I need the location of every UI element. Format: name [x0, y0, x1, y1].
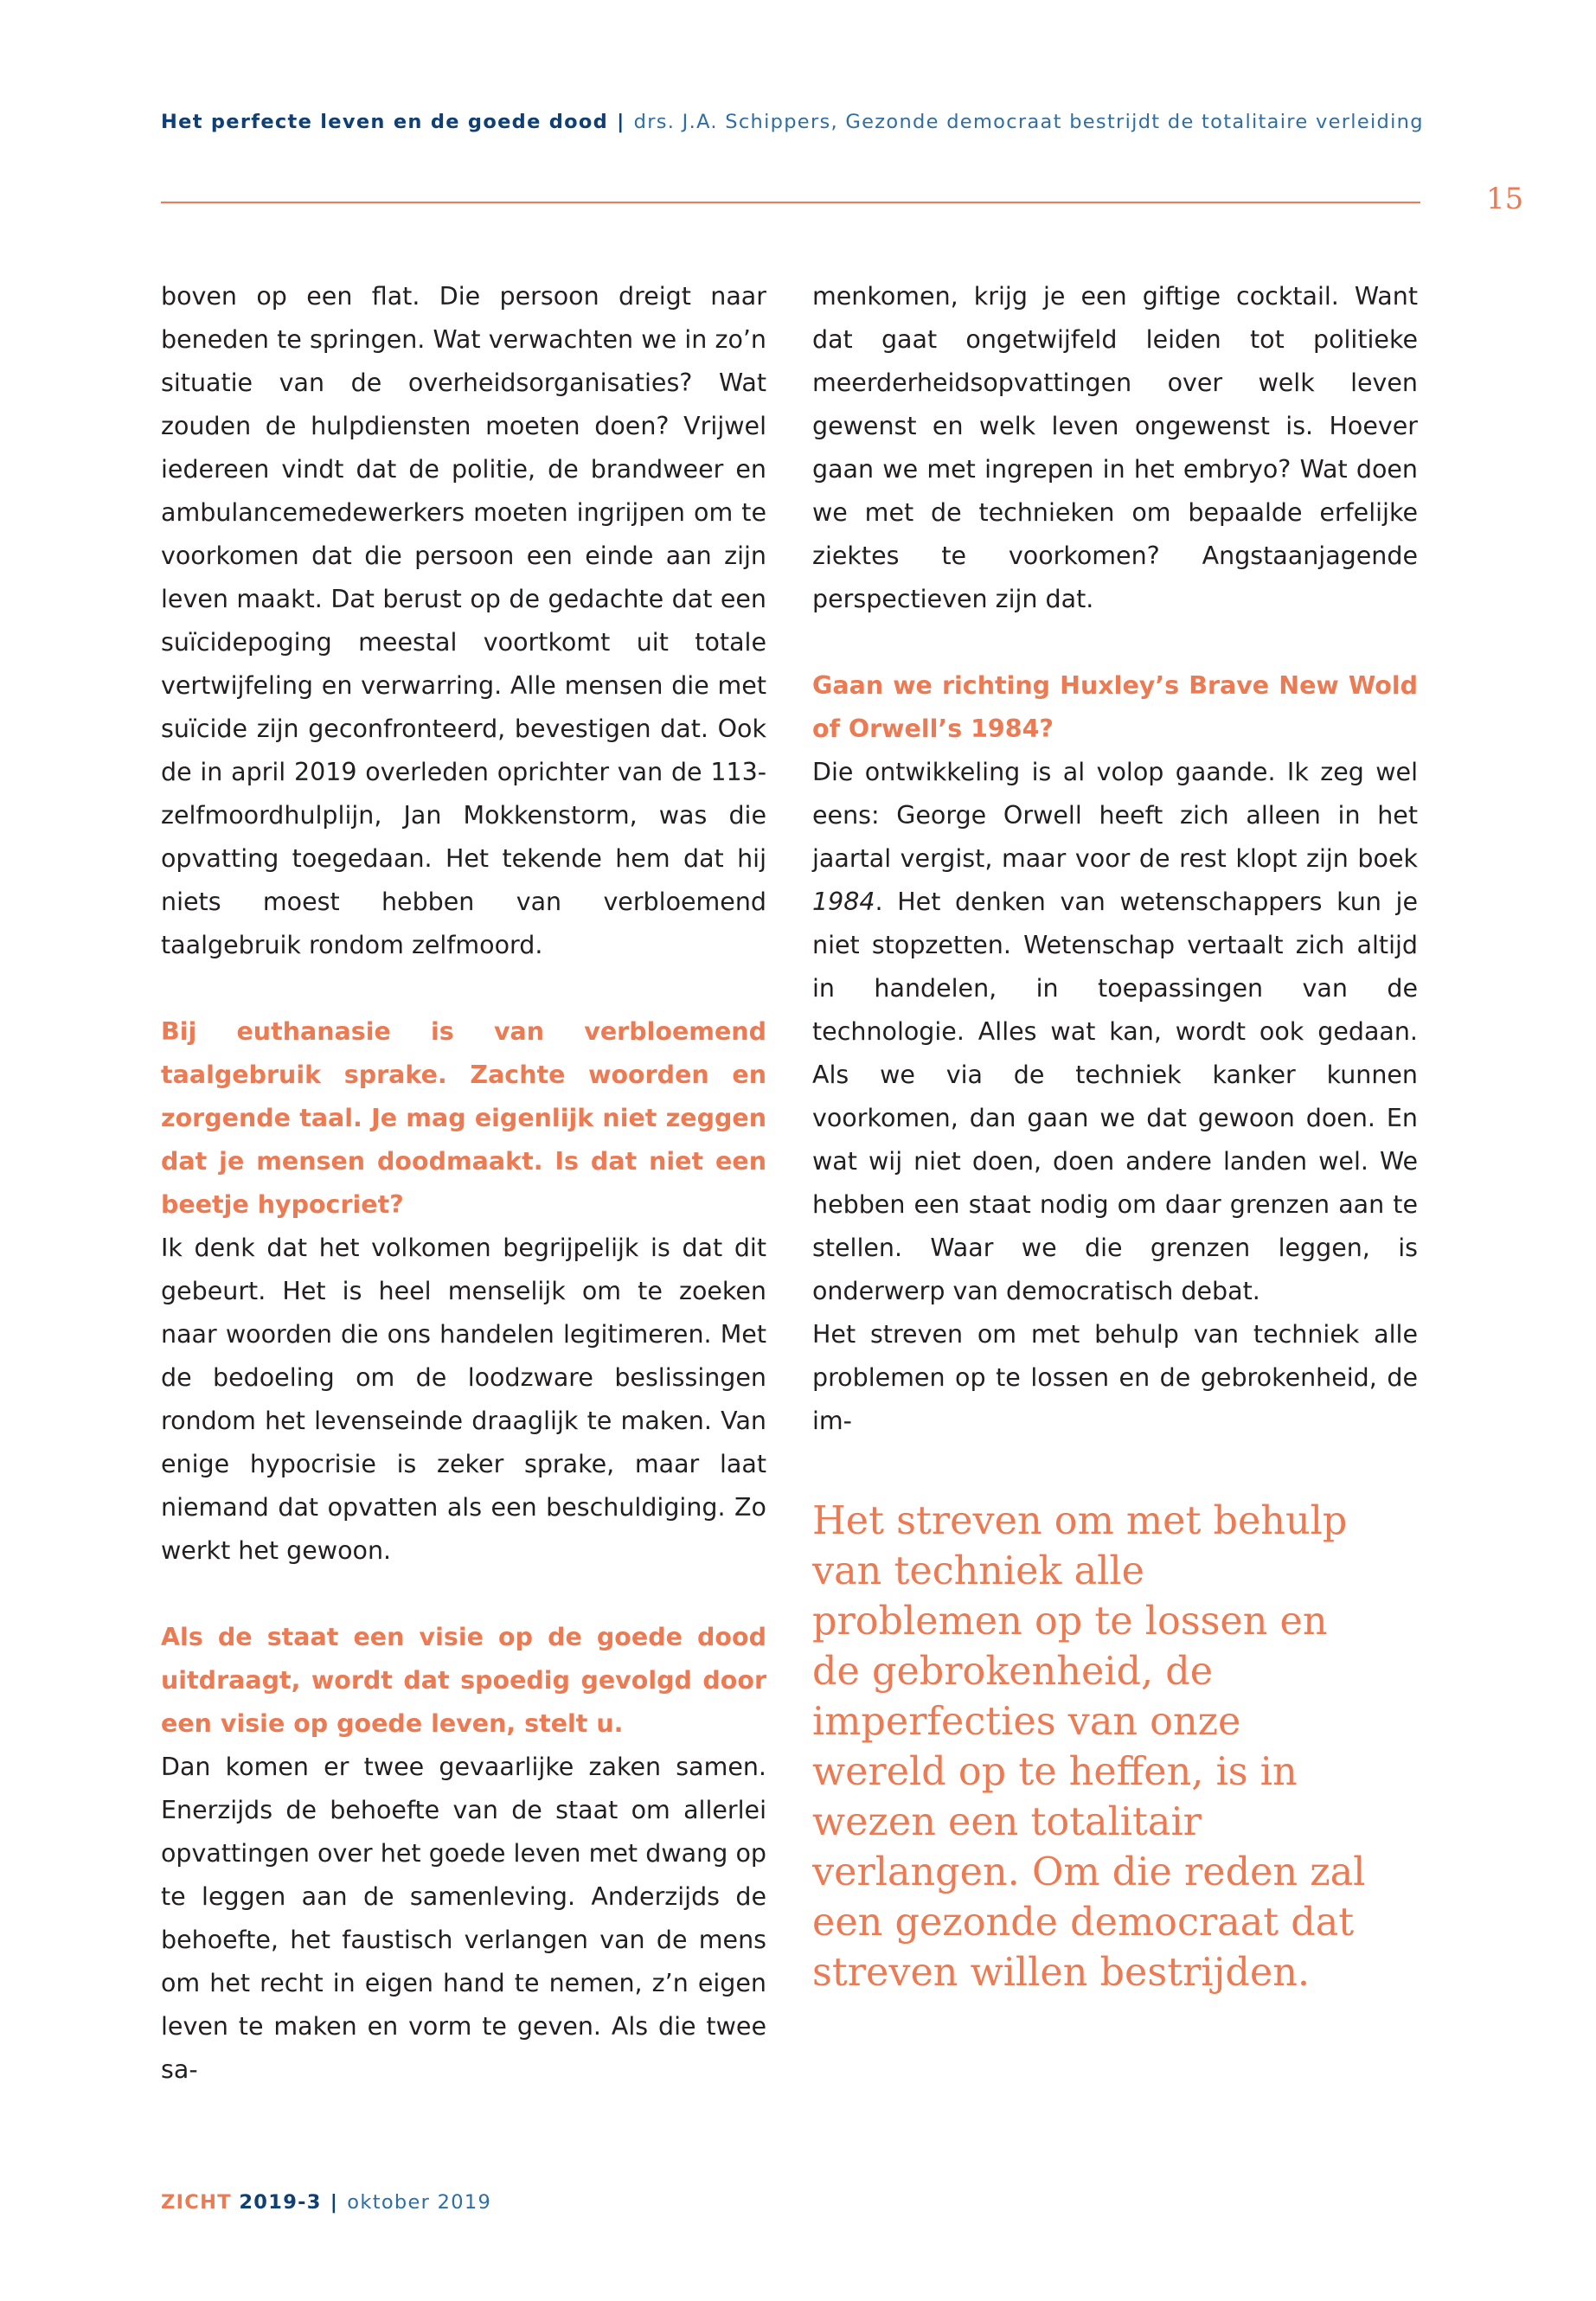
header-title: Het perfecte leven en de goede dood	[161, 111, 609, 133]
running-footer	[161, 2191, 491, 2214]
spacer	[161, 1573, 766, 1616]
right-paragraph-2-start: Die ontwikkeling is al volop gaande. Ik zeg wel eens: George Orwell heeft zich alleen in het jaartal vergist, maar voor de rest klopt zijn boek	[812, 758, 1418, 873]
footer-magazine: ZICHT	[161, 2191, 232, 2214]
right-paragraph-1: menkomen, krijg je een giftige cocktail. Want dat gaat ongetwijfeld leiden tot politieke meerderheidsopvattingen over welk leven gewenst en welk leven ongewenst is. Hoever gaan we met ingrepen in het embryo? Wat doen we met de technieken om bepaalde erfelijke ziektes te voorkomen? Angstaanjagende perspectieven zijn dat.	[812, 282, 1418, 613]
left-paragraph-2: Ik denk dat het volkomen begrijpelijk is dat dit gebeurt. Het is heel menselijk om te zoeken naar woorden die ons handelen legitimeren. Met de bedoeling om de loodzware beslissingen rondom het levenseinde draaglijk te maken. Van enige hypocrisie is zeker sprake, maar laat niemand dat opvatten als een beschuldiging. Zo werkt het gewoon.	[161, 1234, 766, 1565]
header-separator: |	[617, 111, 625, 133]
running-header	[161, 111, 1424, 133]
pull-quote: Het streven om met behulp van techniek alle problemen op te lossen en de gebrokenheid, de imperfecties van onze wereld op te heffen, is in wezen een totalitair verlangen. Om die reden zal een gezonde democraat dat streven willen bestrijden.	[812, 1499, 1366, 1995]
left-question-1: Bij euthanasie is van verbloemend taalgebruik sprake. Zachte woorden en zorgende taal. Je mag eigenlijk niet zeggen dat je mensen doodmaakt. Is dat niet een beetje hypocriet?	[161, 1017, 766, 1219]
spacer	[812, 621, 1418, 664]
right-question-1: Gaan we richting Huxley’s Brave New Wold of Orwell’s 1984?	[812, 671, 1418, 743]
header-subtitle: drs. J.A. Schippers, Gezonde democraat bestrijdt de totalitaire verleiding	[633, 111, 1424, 133]
page-number: 15	[1486, 182, 1524, 216]
right-paragraph-2	[812, 751, 1418, 1313]
spacer	[161, 967, 766, 1010]
footer-separator: |	[330, 2191, 339, 2214]
left-paragraph-1: boven op een flat. Die persoon dreigt naar beneden te springen. Wat verwachten we in zo’n situatie van de overheidsorganisaties? Wat zouden de hulpdiensten moeten doen? Vrijwel iedereen vindt dat de politie, de brandweer en ambulancemedewerkers moeten ingrijpen om te voorkomen dat die persoon een einde aan zijn leven maakt. Dat berust op de gedachte dat een suïcidepoging meestal voortkomt uit totale vertwijfeling en verwarring. Alle mensen die met suïcide zijn geconfronteerd, bevestigen dat. Ook de in april 2019 overleden oprichter van de 113-zelfmoordhulplijn, Jan Mokkenstorm, was die opvatting toegedaan. Het tekende hem dat hij niets moest hebben van verbloemend taalgebruik rondom zelfmoord.	[161, 282, 766, 959]
left-question-2: Als de staat een visie op de goede dood uitdraagt, wordt dat spoedig gevolgd door een visie op goede leven, stelt u.	[161, 1623, 766, 1738]
right-column	[812, 275, 1418, 1443]
header-rule	[161, 202, 1420, 203]
book-title-1984: 1984	[812, 888, 875, 916]
right-paragraph-3: Het streven om met behulp van techniek alle problemen op te lossen en de gebrokenheid, de im-	[812, 1320, 1418, 1435]
left-column	[161, 275, 766, 2092]
right-paragraph-2-end: . Het denken van wetenschappers kun je niet stopzetten. Wetenschap vertaalt zich altijd in handelen, in toepassingen van de technologie. Alles wat kan, wordt ook gedaan. Als we via de techniek kanker kunnen voorkomen, dan gaan we dat gewoon doen. En wat wij niet doen, doen andere landen wel. We hebben een staat nodig om daar grenzen aan te stellen. Waar we die grenzen leggen, is onderwerp van democratisch debat.	[812, 888, 1418, 1305]
left-paragraph-3: Dan komen er twee gevaarlijke zaken samen. Enerzijds de behoefte van de staat om allerlei opvattingen over het goede leven met dwang op te leggen aan de samenleving. Anderzijds de behoefte, het faustisch verlangen van de mens om het recht in eigen hand te nemen, z’n eigen leven te maken en vorm te geven. Als die twee sa-	[161, 1753, 766, 2084]
footer-date: oktober 2019	[347, 2191, 492, 2214]
footer-issue: 2019-3	[239, 2191, 322, 2214]
